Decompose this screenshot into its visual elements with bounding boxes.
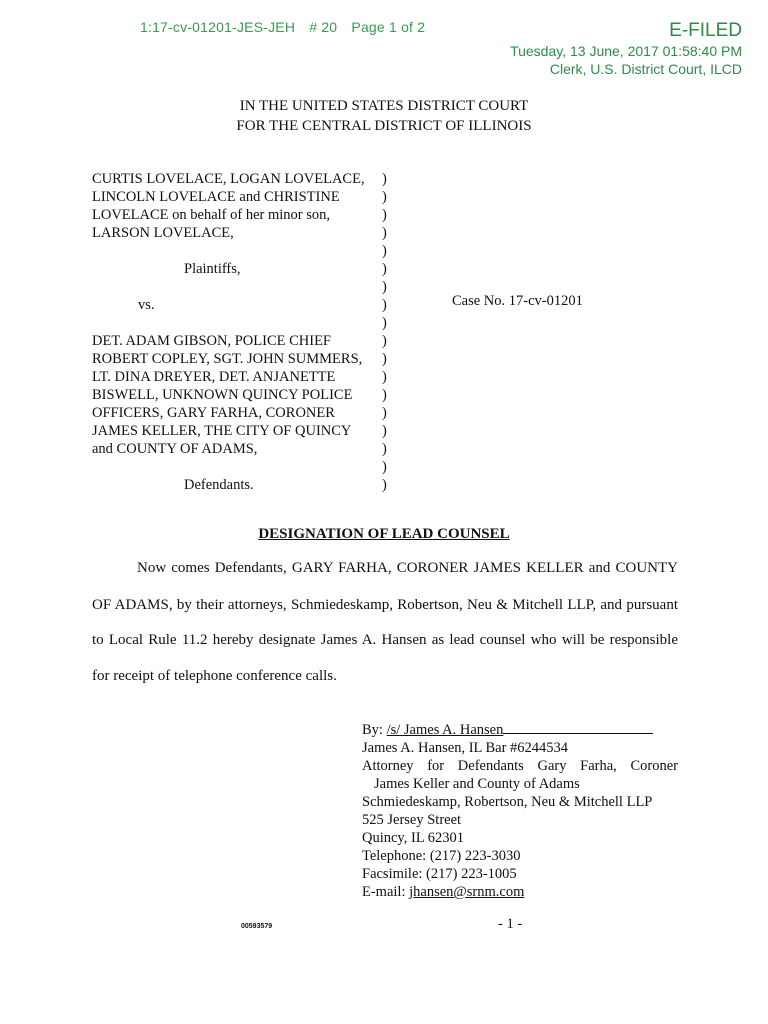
caption-paren: ) [382, 333, 387, 349]
document-id: 00593579 [241, 923, 273, 930]
plaintiffs-label: Plaintiffs, [184, 261, 241, 277]
facsimile: Facsimile: (217) 223-1005 [362, 866, 517, 882]
email-label: E-mail: [362, 884, 406, 900]
caption-paren: ) [382, 405, 387, 421]
street-address: 525 Jersey Street [362, 812, 462, 828]
filed-datetime: Tuesday, 13 June, 2017 01:58:40 PM [510, 43, 742, 59]
caption-paren: ) [382, 315, 387, 331]
caption-paren: ) [382, 423, 387, 439]
body-line: OF ADAMS, by their attorneys, Schmiedeskamp, Robertson, Neu & Mitchell LLP, and pursuant [92, 597, 678, 613]
caption-paren: ) [382, 225, 387, 241]
law-firm: Schmiedeskamp, Robertson, Neu & Mitchell LLP [362, 794, 653, 810]
plaintiff-line: CURTIS LOVELACE, LOGAN LOVELACE, [92, 171, 365, 187]
efiled-label: E-FILED [669, 20, 742, 41]
caption-paren: ) [382, 189, 387, 205]
caption-paren: ) [382, 477, 387, 493]
versus-label: vs. [138, 297, 155, 313]
defendant-line: and COUNTY OF ADAMS, [92, 441, 258, 457]
signature-line [362, 721, 682, 739]
caption-paren: ) [382, 351, 387, 367]
document-title: DESIGNATION OF LEAD COUNSEL [258, 526, 510, 542]
electronic-signature: /s/ James A. Hansen [386, 722, 504, 738]
signature-underline [503, 721, 653, 734]
caption-paren: ) [382, 369, 387, 385]
attorney-name-bar: James A. Hansen, IL Bar #6244534 [362, 740, 569, 756]
court-line-1: IN THE UNITED STATES DISTRICT COURT [239, 98, 529, 114]
defendant-line: JAMES KELLER, THE CITY OF QUINCY [92, 423, 352, 439]
court-line-2: FOR THE CENTRAL DISTRICT OF ILLINOIS [236, 118, 532, 134]
defendant-line: BISWELL, UNKNOWN QUINCY POLICE [92, 387, 353, 403]
case-number: Case No. 17-cv-01201 [452, 293, 583, 309]
email-address: jhansen@srnm.com [409, 884, 525, 900]
plaintiff-line: LINCOLN LOVELACE and CHRISTINE [92, 189, 340, 205]
defendant-line: LT. DINA DREYER, DET. ANJANETTE [92, 369, 336, 385]
city-state-zip: Quincy, IL 62301 [362, 830, 465, 846]
case-reference-header [140, 19, 435, 35]
signature-block [362, 721, 682, 901]
caption-paren: ) [382, 171, 387, 187]
caption-paren: ) [382, 243, 387, 259]
defendant-line: OFFICERS, GARY FARHA, CORONER [92, 405, 335, 421]
caption-paren: ) [382, 459, 387, 475]
caption-paren: ) [382, 297, 387, 313]
attorney-role-line-1: Attorney for Defendants Gary Farha, Coroner [362, 758, 678, 774]
defendant-line: ROBERT COPLEY, SGT. JOHN SUMMERS, [92, 351, 363, 367]
defendant-line: DET. ADAM GIBSON, POLICE CHIEF [92, 333, 331, 349]
defendants-label: Defendants. [184, 477, 254, 493]
body-line: for receipt of telephone conference calls. [92, 668, 337, 684]
page-number: - 1 - [498, 916, 523, 932]
page-indicator: Page 1 of 2 [351, 19, 426, 35]
caption-paren: ) [382, 207, 387, 223]
attorney-role-line-2: James Keller and County of Adams [374, 776, 580, 792]
caption-paren: ) [382, 441, 387, 457]
plaintiff-line: LOVELACE on behalf of her minor son, [92, 207, 330, 223]
telephone: Telephone: (217) 223-3030 [362, 848, 521, 864]
by-label: By: [362, 722, 383, 738]
docket-number: # 20 [309, 19, 338, 35]
plaintiff-line: LARSON LOVELACE, [92, 225, 234, 241]
email-row [362, 883, 682, 901]
court-heading [0, 96, 768, 136]
clerk-line: Clerk, U.S. District Court, ILCD [549, 61, 742, 77]
caption-paren: ) [382, 387, 387, 403]
caption-paren: ) [382, 279, 387, 295]
efiled-stamp [510, 20, 742, 78]
body-line: to Local Rule 11.2 hereby designate James A. Hansen as lead counsel who will be responsible [92, 632, 678, 648]
body-line: Now comes Defendants, GARY FARHA, CORONER JAMES KELLER and COUNTY [137, 560, 678, 576]
case-ref: 1:17-cv-01201-JES-JEH [140, 19, 296, 35]
caption-paren: ) [382, 261, 387, 277]
